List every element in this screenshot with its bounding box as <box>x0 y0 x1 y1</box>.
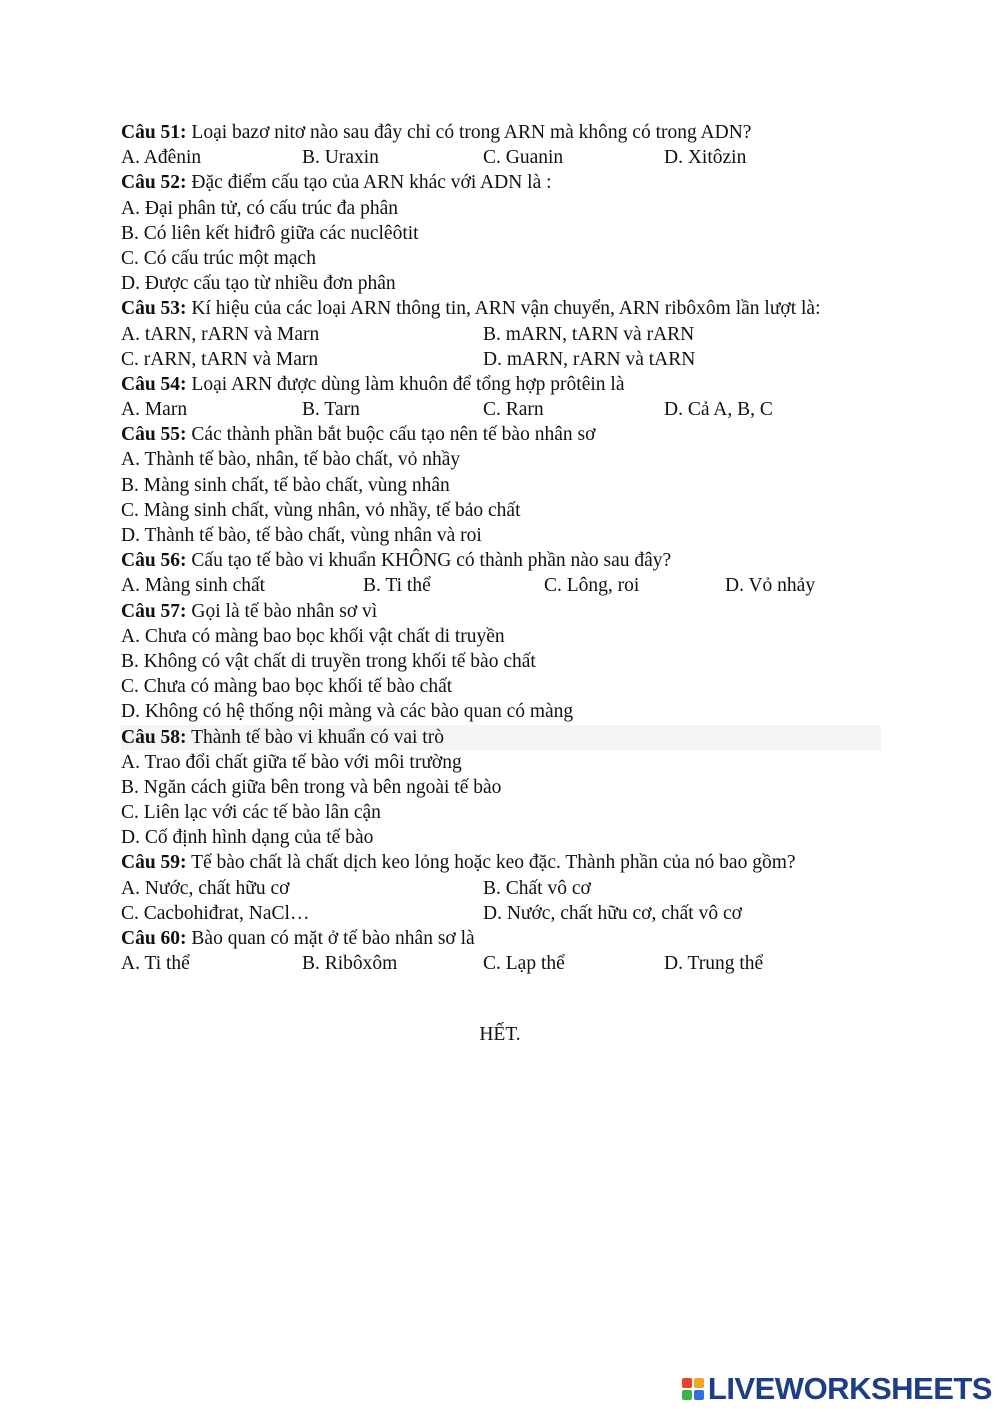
option-c[interactable]: C. Lạp thể <box>483 953 565 975</box>
option-b[interactable]: B. mARN, tARN và rARN <box>483 323 695 345</box>
option-a[interactable]: A. Chưa có màng bao bọc khối vật chất di truyền <box>121 625 505 647</box>
logo-text: LIVEWORKSHEETS <box>707 1371 992 1406</box>
option-d[interactable]: D. Xitôzin <box>664 147 747 169</box>
options-row <box>121 397 881 422</box>
question-text: Gọi là tế bào nhân sơ vì <box>186 600 378 622</box>
question-55 <box>121 422 881 447</box>
option-d[interactable]: D. Cố định hình dạng của tế bào <box>121 827 374 849</box>
end-marker: HẾT. <box>479 1024 521 1045</box>
option-c[interactable]: C. Lông, roi <box>544 575 640 597</box>
option-d[interactable]: D. Nước, chất hữu cơ, chất vô cơ <box>483 902 742 924</box>
option-d[interactable]: D. Được cấu tạo từ nhiều đơn phân <box>121 273 396 295</box>
logo-square <box>694 1378 704 1388</box>
option-d[interactable]: D. Thành tế bào, tế bào chất, vùng nhân và roi <box>121 525 482 547</box>
question-54 <box>121 372 881 397</box>
question-number: Câu 59: <box>121 852 187 874</box>
option-b[interactable]: B. Ti thể <box>363 575 431 597</box>
question-51 <box>121 120 881 145</box>
option-c[interactable]: C. Chưa có màng bao bọc khối tế bào chất <box>121 676 453 698</box>
liveworksheets-logo <box>682 1371 992 1407</box>
question-text: Tế bào chất là chất dịch keo lỏng hoặc keo đặc. Thành phần của nó bao gồm? <box>186 852 796 874</box>
question-number: Câu 56: <box>121 550 187 572</box>
logo-square <box>694 1390 704 1400</box>
option-a[interactable]: A. tARN, rARN và Marn <box>121 323 320 345</box>
option-d[interactable]: D. mARN, rARN và tARN <box>483 348 696 370</box>
question-text: Loại bazơ nitơ nào sau đây chỉ có trong ARN mà không có trong ADN? <box>186 122 752 143</box>
option-b[interactable]: B. Uraxin <box>302 147 379 169</box>
question-text: Thành tế bào vi khuẩn có vai trò <box>186 726 444 748</box>
option-a[interactable]: A. Marn <box>121 399 188 421</box>
options-row <box>121 322 881 347</box>
question-number: Câu 57: <box>121 600 187 622</box>
options-row <box>121 951 881 976</box>
question-text: Các thành phần bắt buộc cấu tạo nên tế bào nhân sơ <box>186 424 596 446</box>
option-a[interactable]: A. Ti thể <box>121 953 190 975</box>
question-text: Bào quan có mặt ở tế bào nhân sơ là <box>186 928 475 950</box>
question-58 <box>121 725 881 750</box>
question-60 <box>121 926 881 951</box>
worksheet <box>121 120 881 976</box>
options-row <box>121 347 881 372</box>
option-a[interactable]: A. Ađênin <box>121 147 202 169</box>
options-row <box>121 901 881 926</box>
logo-square <box>682 1378 692 1388</box>
option-a[interactable]: A. Trao đổi chất giữa tế bào với môi trường <box>121 751 462 773</box>
question-53 <box>121 296 881 321</box>
question-text: Loại ARN được dùng làm khuôn để tổng hợp prôtêin là <box>186 373 625 395</box>
question-number: Câu 51: <box>121 122 187 143</box>
question-number: Câu 54: <box>121 373 187 395</box>
option-a[interactable]: A. Màng sinh chất <box>121 575 266 597</box>
option-b[interactable]: B. Ribôxôm <box>302 953 398 975</box>
option-d[interactable]: D. Trung thể <box>664 953 764 975</box>
option-c[interactable]: C. Rarn <box>483 399 544 421</box>
question-56 <box>121 548 881 573</box>
question-text: Kí hiệu của các loại ARN thông tin, ARN vận chuyển, ARN ribôxôm lần lượt là: <box>186 298 821 320</box>
option-c[interactable]: C. Cacbohiđrat, NaCl… <box>121 902 310 924</box>
question-text: Đặc điểm cấu tạo của ARN khác với ADN là : <box>186 172 552 194</box>
question-text: Cấu tạo tế bào vi khuẩn KHÔNG có thành phần nào sau đây? <box>186 550 672 572</box>
option-d[interactable]: D. Không có hệ thống nội màng và các bào quan có màng <box>121 701 574 723</box>
option-a[interactable]: A. Đại phân tử, có cấu trúc đa phân <box>121 197 398 219</box>
option-d[interactable]: D. Vỏ nhảy <box>725 575 816 597</box>
question-number: Câu 58: <box>121 726 187 748</box>
option-c[interactable]: C. Có cấu trúc một mạch <box>121 247 316 269</box>
option-b[interactable]: B. Không có vật chất di truyền trong khối tế bào chất <box>121 650 536 672</box>
options-row <box>121 876 881 901</box>
option-c[interactable]: C. Liên lạc với các tế bào lân cận <box>121 802 381 824</box>
option-b[interactable]: B. Ngăn cách giữa bên trong và bên ngoài tế bào <box>121 776 502 798</box>
question-59 <box>121 850 881 875</box>
option-a[interactable]: A. Nước, chất hữu cơ <box>121 877 290 899</box>
options-row <box>121 573 881 598</box>
question-number: Câu 53: <box>121 298 187 320</box>
question-number: Câu 55: <box>121 424 187 446</box>
options-row <box>121 145 881 170</box>
option-b[interactable]: B. Chất vô cơ <box>483 877 591 899</box>
question-number: Câu 52: <box>121 172 187 194</box>
option-b[interactable]: B. Có liên kết hiđrô giữa các nuclêôtit <box>121 222 419 244</box>
option-b[interactable]: B. Màng sinh chất, tế bào chất, vùng nhân <box>121 474 450 496</box>
option-b[interactable]: B. Tarn <box>302 399 360 421</box>
option-d[interactable]: D. Cả A, B, C <box>664 399 773 421</box>
question-57 <box>121 599 881 624</box>
logo-grid-icon <box>682 1378 704 1400</box>
option-c[interactable]: C. rARN, tARN và Marn <box>121 348 319 370</box>
option-c[interactable]: C. Guanin <box>483 147 564 169</box>
question-52 <box>121 170 881 195</box>
logo-square <box>682 1390 692 1400</box>
question-number: Câu 60: <box>121 928 187 950</box>
option-c[interactable]: C. Màng sinh chất, vùng nhân, vỏ nhầy, tế bảo chất <box>121 499 521 521</box>
option-a[interactable]: A. Thành tế bào, nhân, tế bào chất, vỏ nhầy <box>121 449 461 471</box>
